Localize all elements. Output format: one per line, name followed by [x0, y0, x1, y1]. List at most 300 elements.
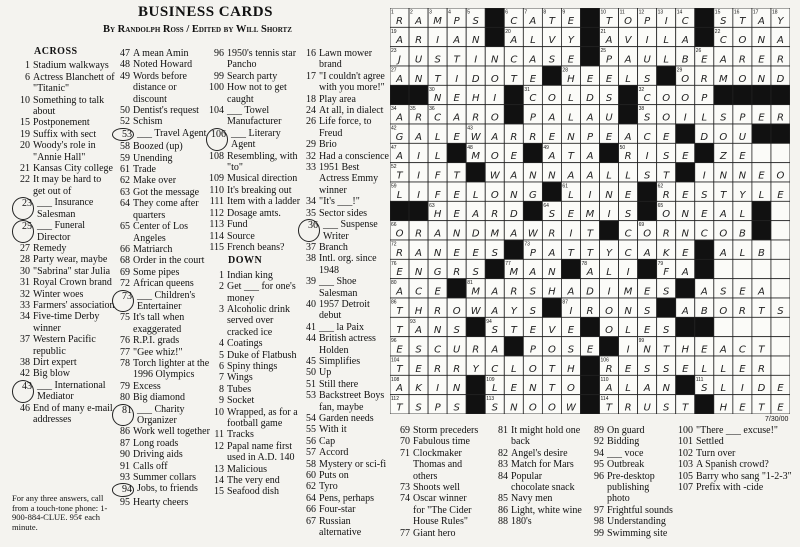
- cell-number: 2: [410, 9, 413, 16]
- clue-text: Source: [227, 230, 255, 242]
- handwritten-letter: Z: [719, 151, 727, 163]
- handwritten-letter: D: [776, 73, 785, 85]
- clue-number: 1: [25, 60, 30, 72]
- clue-number: 86: [120, 426, 130, 438]
- handwritten-letter: E: [624, 189, 632, 201]
- grid-cell[interactable]: [771, 143, 790, 162]
- handwritten-letter: L: [720, 363, 727, 375]
- black-square: [504, 240, 523, 259]
- clue-item: [298, 436, 390, 447]
- black-square: [542, 298, 561, 317]
- clue-text: It's breaking out: [227, 184, 292, 196]
- clue-item: [675, 471, 793, 482]
- handwritten-letter: A: [415, 247, 422, 259]
- handwritten-letter: L: [739, 247, 746, 259]
- clue-text: Four-star: [319, 504, 356, 516]
- cell-number: 42: [391, 125, 397, 132]
- handwritten-letter: E: [682, 151, 689, 163]
- handwritten-letter: U: [605, 112, 613, 124]
- cell-number: 49: [543, 144, 549, 151]
- black-square: [657, 66, 676, 85]
- handwritten-letter: F: [663, 267, 670, 279]
- handwritten-letter: R: [662, 228, 670, 240]
- clue-text: Up: [319, 367, 332, 379]
- clue-number: 95: [594, 459, 604, 471]
- handwritten-letter: R: [396, 247, 404, 259]
- cell-number: 4: [448, 9, 451, 16]
- handwritten-letter: R: [662, 189, 670, 201]
- cell-number: 7: [524, 9, 528, 16]
- clue-number: 110: [209, 184, 224, 196]
- cell-number: 30: [429, 86, 435, 93]
- clue-text: Navy men: [511, 493, 553, 505]
- clue-number: 5: [219, 349, 224, 361]
- handwritten-letter: N: [433, 325, 442, 337]
- clue-number: 107: [678, 482, 693, 494]
- handwritten-letter: S: [548, 54, 556, 66]
- handwritten-letter: I: [740, 383, 744, 395]
- clue-text: African queens: [133, 278, 194, 290]
- handwritten-letter: E: [453, 131, 460, 143]
- grid-cell[interactable]: [733, 317, 752, 336]
- clue-text: Coatings: [227, 338, 263, 350]
- clue-item: [112, 244, 212, 255]
- handwritten-letter: L: [530, 35, 536, 47]
- handwritten-letter: T: [548, 383, 555, 395]
- handwritten-letter: I: [626, 267, 630, 279]
- clue-number: 27: [20, 242, 30, 254]
- clue-number: 73: [400, 482, 410, 494]
- handwritten-letter: A: [415, 131, 422, 143]
- handwritten-letter: L: [491, 383, 498, 395]
- black-square: [580, 27, 599, 46]
- clue-item: [586, 448, 674, 459]
- black-square: [695, 395, 714, 414]
- clue-text: It might hold one back: [511, 425, 581, 448]
- grid-cell[interactable]: [771, 240, 790, 259]
- handwritten-letter: E: [567, 15, 575, 27]
- handwritten-letter: E: [739, 286, 746, 298]
- handwritten-letter: S: [701, 383, 708, 395]
- clue-item: [112, 141, 212, 152]
- handwritten-letter: E: [605, 131, 613, 143]
- clue-text: Backstreet Boys fan, maybe: [319, 390, 385, 413]
- cell-number: 1: [391, 9, 394, 16]
- cell-number: 108: [391, 376, 400, 383]
- handwritten-letter: A: [415, 15, 422, 27]
- cell-number: 86: [391, 299, 397, 306]
- clue-item: [675, 482, 793, 493]
- black-square: [676, 317, 695, 336]
- clue-text: A mean Amin: [133, 48, 189, 59]
- handwritten-letter: I: [436, 35, 440, 47]
- handwritten-letter: C: [415, 286, 423, 298]
- handwritten-letter: O: [662, 209, 671, 221]
- handwritten-letter: Y: [605, 247, 613, 259]
- clue-item: [490, 471, 582, 494]
- clue-number: 7: [219, 372, 224, 384]
- clue-item: [112, 335, 212, 346]
- clue-text: Fabulous time: [413, 436, 470, 448]
- clue-item: [298, 356, 390, 367]
- clue-item: [112, 187, 212, 198]
- cell-number: 66: [391, 222, 397, 229]
- clue-item: [298, 151, 390, 162]
- handwritten-letter: E: [510, 151, 517, 163]
- clue-number: 49: [120, 70, 130, 82]
- clue-text: Pre-desktop publishing photo: [607, 470, 655, 505]
- grid-cell[interactable]: [771, 317, 790, 336]
- handwritten-letter: L: [625, 325, 631, 337]
- clue-text: British actress Holden: [319, 333, 376, 356]
- handwritten-letter: S: [491, 402, 498, 414]
- grid-cell[interactable]: [752, 143, 771, 162]
- clue-number: 96: [594, 470, 604, 482]
- handwritten-letter: A: [491, 131, 499, 143]
- handwritten-letter: H: [414, 305, 423, 317]
- grid-cell[interactable]: [714, 317, 733, 336]
- cell-number: 12: [638, 9, 645, 16]
- black-square: [752, 201, 771, 220]
- handwritten-letter: R: [434, 363, 442, 375]
- clue-number: 24: [306, 105, 316, 117]
- handwritten-letter: W: [527, 228, 538, 240]
- handwritten-letter: S: [529, 286, 537, 298]
- handwritten-letter: N: [681, 228, 689, 240]
- handwritten-letter: O: [624, 15, 633, 27]
- grid-cell[interactable]: [733, 259, 752, 278]
- handwritten-letter: S: [720, 15, 727, 27]
- handwritten-letter: J: [398, 54, 402, 66]
- handwritten-letter: R: [700, 73, 708, 85]
- cell-number: 64: [543, 202, 549, 209]
- handwritten-letter: K: [415, 383, 422, 395]
- clue-number: 2: [219, 281, 224, 293]
- clue-number: 51: [306, 378, 316, 390]
- clue-text: ___ voce: [607, 447, 644, 459]
- clue-number: 87: [120, 437, 130, 449]
- handwritten-letter: O: [662, 112, 671, 124]
- grid-cell[interactable]: [771, 337, 790, 356]
- handwritten-letter: N: [414, 73, 423, 85]
- handwritten-letter: T: [605, 15, 613, 27]
- clue-number: 72: [120, 278, 130, 290]
- clue-item: [12, 140, 115, 163]
- clue-text: Play area: [319, 93, 356, 105]
- clue-column-6: [490, 425, 582, 528]
- handwritten-letter: L: [568, 93, 574, 105]
- grid-cell[interactable]: [752, 259, 771, 278]
- clue-text: Outbreak: [607, 459, 645, 471]
- clue-item: [586, 425, 674, 436]
- handwritten-letter: E: [643, 325, 651, 337]
- handwritten-letter: I: [436, 383, 440, 395]
- clue-number: 100: [209, 82, 224, 94]
- handwritten-letter: A: [529, 267, 537, 279]
- clue-text: Postponement: [33, 117, 90, 129]
- clue-number: 46: [20, 402, 30, 414]
- handwritten-letter: E: [567, 325, 575, 337]
- clue-item: [298, 470, 390, 481]
- clue-number: 77: [120, 346, 130, 358]
- clue-item: [112, 290, 212, 313]
- cell-number: 65: [657, 202, 664, 209]
- handwritten-letter: W: [470, 305, 481, 317]
- handwritten-letter: N: [738, 170, 747, 182]
- clue-text: Torch lighter at the 1996 Olympics: [133, 357, 210, 381]
- clue-column-7: [586, 425, 674, 539]
- clue-number: 104: [209, 105, 224, 117]
- clue-text: Summer collars: [133, 472, 197, 484]
- clue-item: [298, 219, 390, 242]
- clue-number: 6: [219, 360, 224, 372]
- clue-number: 74: [400, 493, 410, 505]
- clue-number: 73: [112, 290, 134, 313]
- black-square: [695, 27, 714, 46]
- handwritten-letter: E: [396, 267, 403, 279]
- clue-text: Alcoholic drink served over cracked ice: [227, 303, 291, 338]
- clue-text: Prefix with -cide: [696, 482, 764, 494]
- handwritten-letter: R: [548, 228, 556, 240]
- handwritten-letter: P: [529, 112, 536, 124]
- clue-text: Stadium walkways: [33, 60, 109, 72]
- handwritten-letter: Y: [510, 305, 517, 317]
- cell-number: 87: [562, 299, 568, 306]
- handwritten-letter: A: [719, 247, 727, 259]
- handwritten-letter: N: [567, 131, 575, 143]
- clue-item: [12, 163, 115, 174]
- crossword-grid[interactable]: [390, 8, 790, 414]
- clue-text: A Spanish crowd?: [696, 459, 769, 471]
- grid-cell[interactable]: [771, 356, 790, 375]
- handwritten-letter: N: [548, 267, 556, 279]
- handwritten-letter: H: [719, 402, 728, 414]
- handwritten-letter: N: [719, 170, 728, 182]
- handwritten-letter: A: [396, 112, 403, 124]
- black-square: [466, 395, 485, 414]
- cell-number: 6: [505, 9, 509, 16]
- handwritten-letter: R: [415, 112, 423, 124]
- clue-number: 42: [20, 368, 30, 380]
- black-square: [580, 317, 599, 336]
- handwritten-letter: O: [719, 131, 728, 143]
- grid-cell[interactable]: [752, 317, 771, 336]
- handwritten-letter: H: [548, 286, 556, 298]
- clue-number: 95: [120, 496, 130, 508]
- cell-number: 113: [486, 396, 495, 403]
- black-square: [714, 85, 733, 104]
- clue-number: 58: [306, 458, 316, 470]
- handwritten-letter: W: [489, 170, 500, 182]
- handwritten-letter: A: [700, 286, 708, 298]
- clue-number: 26: [306, 116, 316, 128]
- clue-number: 103: [678, 459, 693, 471]
- clue-number: 4: [219, 338, 224, 350]
- clue-item: [298, 481, 390, 492]
- grid-cell[interactable]: [771, 221, 790, 240]
- handwritten-letter: U: [738, 131, 747, 143]
- clue-number: 97: [594, 504, 604, 516]
- clue-number: 105: [678, 470, 693, 482]
- cell-number: 10: [600, 9, 607, 16]
- handwritten-letter: O: [567, 383, 575, 395]
- black-square: [409, 85, 428, 104]
- black-square: [523, 143, 542, 162]
- handwritten-letter: E: [453, 209, 460, 221]
- clue-item: [12, 220, 115, 243]
- clue-column-2: [112, 48, 212, 508]
- clue-item: [392, 425, 480, 436]
- handwritten-letter: R: [396, 15, 404, 27]
- clue-item: [298, 333, 390, 356]
- clue-item: [112, 278, 212, 289]
- handwritten-letter: C: [529, 93, 537, 105]
- clue-text: The very end: [227, 475, 280, 487]
- clue-number: 25: [12, 220, 34, 243]
- clue-item: [490, 505, 582, 516]
- cell-number: 80: [391, 280, 397, 287]
- handwritten-letter: T: [739, 15, 746, 27]
- clue-text: Socket: [227, 395, 255, 407]
- clue-item: [206, 270, 302, 281]
- clue-item: [490, 493, 582, 504]
- clue-text: Clockmaker Thomas and others: [413, 447, 463, 482]
- handwritten-letter: H: [471, 93, 480, 105]
- clue-text: With it: [319, 424, 347, 436]
- clue-text: Schism: [133, 116, 163, 128]
- handwritten-letter: C: [434, 112, 442, 124]
- clue-item: [112, 71, 212, 105]
- clue-item: [298, 367, 390, 378]
- handwritten-letter: T: [396, 305, 403, 317]
- clue-number: 58: [120, 141, 130, 153]
- clue-item: [298, 322, 390, 333]
- handwritten-letter: A: [777, 35, 784, 47]
- clue-text: ___ International Mediator: [37, 379, 106, 403]
- clue-item: [206, 350, 302, 361]
- grid-cell[interactable]: [714, 259, 733, 278]
- handwritten-letter: N: [433, 247, 442, 259]
- clue-number: 8: [219, 383, 224, 395]
- clue-item: [12, 254, 115, 265]
- clue-number: 43: [12, 380, 34, 403]
- handwritten-letter: C: [434, 344, 442, 356]
- handwritten-letter: I: [645, 151, 649, 163]
- handwritten-letter: N: [757, 73, 766, 85]
- clue-text: Trade: [133, 164, 156, 176]
- clue-number: 15: [214, 486, 224, 498]
- handwritten-letter: T: [605, 402, 613, 414]
- clue-text: Cap: [319, 435, 336, 447]
- black-square: [676, 375, 695, 394]
- clue-item: [490, 516, 582, 527]
- handwritten-letter: S: [643, 305, 651, 317]
- handwritten-letter: E: [453, 93, 460, 105]
- handwritten-letter: C: [738, 344, 746, 356]
- clue-text: Tyro: [319, 481, 338, 493]
- clue-number: 55: [306, 424, 316, 436]
- cell-number: 38: [638, 106, 645, 113]
- handwritten-letter: S: [434, 54, 441, 66]
- clue-item: [206, 464, 302, 475]
- black-square: [485, 259, 504, 278]
- clue-number: 98: [594, 516, 604, 528]
- handwritten-letter: D: [586, 286, 594, 298]
- handwritten-letter: R: [415, 228, 423, 240]
- handwritten-letter: S: [415, 344, 422, 356]
- clue-item: [586, 516, 674, 527]
- cell-number: 21: [600, 28, 607, 35]
- clue-text: Life force, to Freud: [319, 116, 372, 139]
- black-square: [504, 337, 523, 356]
- clue-text: Suffix with sect: [33, 128, 97, 140]
- handwritten-letter: O: [547, 93, 556, 105]
- handwritten-letter: A: [434, 228, 442, 240]
- handwritten-letter: T: [586, 228, 594, 240]
- down-heading: DOWN: [228, 255, 263, 267]
- handwritten-letter: A: [491, 305, 499, 317]
- handwritten-letter: P: [644, 15, 651, 27]
- clue-text: Indian king: [227, 269, 273, 281]
- handwritten-letter: A: [681, 305, 689, 317]
- clue-text: Kansas City college: [33, 163, 113, 175]
- black-square: [580, 356, 599, 375]
- clue-text: 180's: [511, 516, 532, 528]
- grid-cell[interactable]: [771, 201, 790, 220]
- clue-item: [112, 472, 212, 483]
- handwritten-letter: S: [472, 267, 479, 279]
- handwritten-letter: L: [720, 383, 727, 395]
- handwritten-letter: E: [758, 112, 765, 124]
- clue-item: [12, 197, 115, 220]
- handwritten-letter: O: [547, 402, 556, 414]
- handwritten-letter: M: [509, 267, 519, 279]
- clue-number: 21: [20, 163, 30, 175]
- handwritten-letter: S: [624, 209, 632, 221]
- handwritten-letter: Y: [472, 363, 479, 375]
- clue-text: Order in the court: [133, 255, 205, 267]
- clue-text: Dirt expert: [33, 356, 77, 368]
- handwritten-letter: F: [434, 170, 441, 182]
- clue-item: [298, 276, 390, 299]
- clue-item: [12, 334, 115, 357]
- handwritten-letter: N: [662, 383, 670, 395]
- handwritten-letter: S: [605, 93, 613, 105]
- handwritten-letter: C: [643, 93, 651, 105]
- clue-number: 22: [20, 174, 30, 186]
- clue-item: [206, 407, 302, 430]
- handwritten-letter: S: [663, 325, 670, 337]
- clue-item: [298, 94, 390, 105]
- black-square: [466, 375, 485, 394]
- clue-number: 90: [120, 449, 130, 461]
- clue-item: [112, 497, 212, 508]
- clue-number: 10: [214, 406, 224, 418]
- handwritten-letter: I: [664, 15, 668, 27]
- clue-text: Spiny things: [227, 360, 278, 372]
- grid-cell[interactable]: [771, 279, 790, 298]
- grid-cell[interactable]: [771, 259, 790, 278]
- cell-number: 29: [676, 67, 683, 74]
- clue-item: [112, 449, 212, 460]
- clue-number: 79: [120, 380, 130, 392]
- handwritten-letter: T: [567, 151, 575, 163]
- black-square: [447, 143, 466, 162]
- clue-text: Got the message: [133, 186, 200, 198]
- clue-text: Mystery or sci-fi: [319, 458, 387, 470]
- handwritten-letter: Y: [567, 35, 575, 47]
- clue-text: Matriarch: [133, 243, 173, 255]
